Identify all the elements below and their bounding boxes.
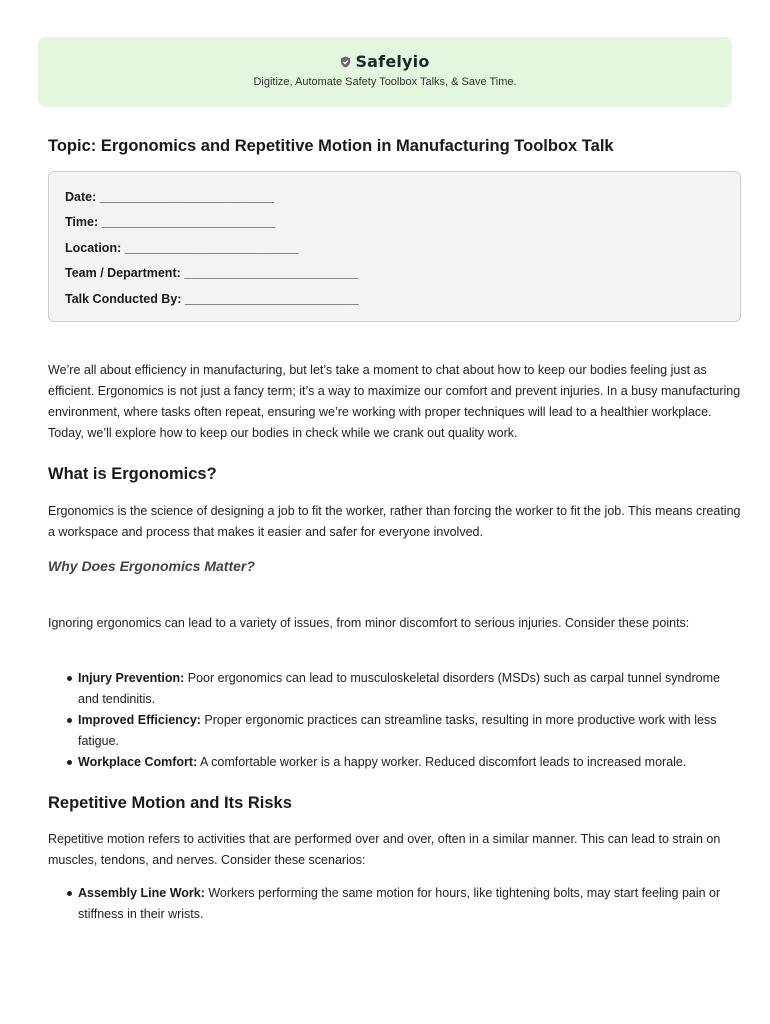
list-item: Workplace Comfort: A comfortable worker is a happy worker. Reduced discomfort leads to increased morale. bbox=[48, 752, 742, 773]
repetitive-motion-paragraph: Repetitive motion refers to activities that are performed over and over, often in a similar manner. This can lead to strain on muscles, tendons, and nerves. Consider these scenarios: bbox=[48, 832, 721, 867]
subheading-why-ergonomics-matters: Why Does Ergonomics Matter? bbox=[48, 558, 255, 574]
section-heading-what-is-ergonomics: What is Ergonomics? bbox=[48, 465, 217, 483]
list-item: Assembly Line Work: Workers performing the same motion for hours, like tightening bolts, may start feeling pain or stiffness in their wrists. bbox=[48, 883, 742, 925]
location-field: Location: _________________________ bbox=[65, 240, 299, 255]
list-item: Injury Prevention: Poor ergonomics can lead to musculoskeletal disorders (MSDs) such as carpal tunnel syndrome and tendinitis. bbox=[48, 668, 742, 710]
document-title: Topic: Ergonomics and Repetitive Motion in Manufacturing Toolbox Talk bbox=[48, 137, 614, 155]
shield-icon bbox=[340, 56, 351, 68]
ergonomics-benefits-list bbox=[48, 668, 742, 773]
brand-logo bbox=[340, 52, 429, 71]
ergonomics-lead-paragraph: Ignoring ergonomics can lead to a variety of issues, from minor discomfort to serious injuries. Consider these points: bbox=[48, 616, 690, 630]
repetitive-motion-scenarios-list bbox=[48, 883, 742, 925]
brand-tagline: Digitize, Automate Safety Toolbox Talks, & Save Time. bbox=[253, 76, 517, 88]
brand-name: Safelyio bbox=[355, 52, 430, 71]
date-field: Date: _________________________ bbox=[65, 190, 274, 204]
team-department-field: Team / Department: _________________________ bbox=[65, 266, 359, 281]
list-item: Improved Efficiency: Proper ergonomic practices can streamline tasks, resulting in more productive work with less fatigue. bbox=[48, 710, 742, 752]
section-heading-repetitive-motion: Repetitive Motion and Its Risks bbox=[48, 794, 292, 812]
intro-paragraph: We’re all about efficiency in manufacturing, but let’s take a moment to chat about how to keep our bodies feeling just as efficient. Ergonomics is not just a fancy term; it’s a way to maximize our comfort and prevent injuries. In a busy manufacturing environment, where tasks often repeat, ensuring we’re working with proper techniques will lead to a healthier workplace. Today, we’ll explore how to keep our bodies in check while we crank out quality work. bbox=[48, 363, 741, 440]
brand-banner bbox=[38, 37, 732, 107]
ergonomics-definition: Ergonomics is the science of designing a job to fit the worker, rather than forcing the worker to fit the job. This means creating a workspace and process that makes it easier and safer for everyone involved. bbox=[48, 504, 741, 539]
time-field: Time: _________________________ bbox=[65, 215, 276, 230]
talk-conducted-by-field: Talk Conducted By: _________________________ bbox=[65, 291, 359, 306]
talk-info-box bbox=[48, 171, 741, 322]
